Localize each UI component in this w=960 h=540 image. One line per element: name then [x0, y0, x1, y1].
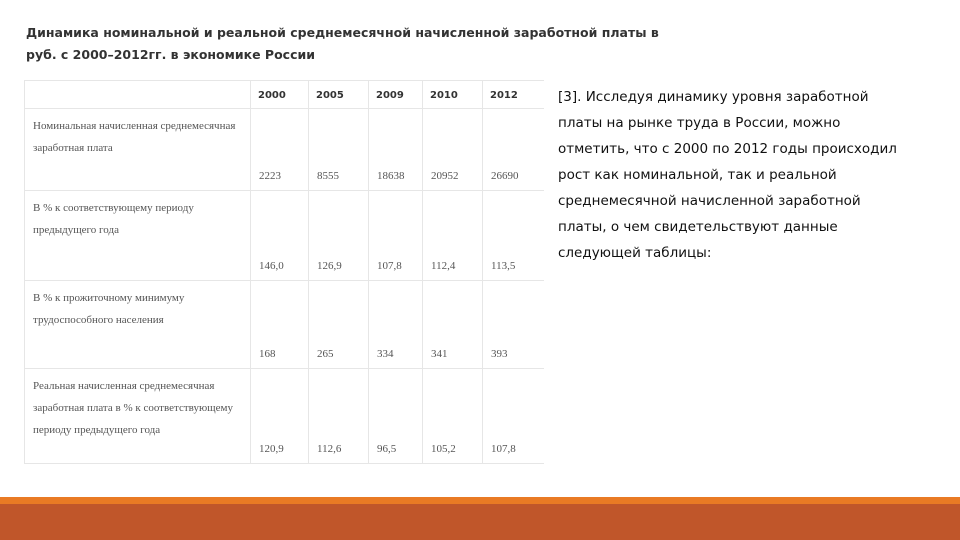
table-cell: 393: [483, 281, 545, 369]
table-row: [25, 369, 545, 464]
year-header: 2000: [251, 81, 309, 109]
table-cell: 8555: [309, 109, 369, 191]
table-cell: 96,5: [369, 369, 423, 464]
table-cell: 341: [423, 281, 483, 369]
table-cell: 112,4: [423, 191, 483, 281]
table-title: Динамика номинальной и реальной среднемесячной начисленной заработной платы в руб. с 2000–2012гг. в экономике России: [26, 25, 659, 62]
table-cell: 105,2: [423, 369, 483, 464]
table-row: [25, 281, 545, 369]
table-cell: 334: [369, 281, 423, 369]
row-label: Реальная начисленная среднемесячная заработная плата в % к соответствующему периоду предыдущего года: [25, 369, 251, 464]
table-header-row: [25, 81, 545, 109]
table-row: [25, 109, 545, 191]
table-cell: 26690: [483, 109, 545, 191]
row-label: В % к соответствующему периоду предыдущего года: [25, 191, 251, 281]
table-cell: 18638: [369, 109, 423, 191]
table-cell: 2223: [251, 109, 309, 191]
table-cell: 112,6: [309, 369, 369, 464]
year-header: 2005: [309, 81, 369, 109]
body-paragraph: [3]. Исследуя динамику уровня заработной платы на рынке труда в России, можно отметить, что с 2000 по 2012 годы происходил рост как номинальной, так и реальной среднемесячной начисленной заработной платы, о чем свидетельствуют данные следующей таблицы:: [558, 89, 897, 261]
table-cell: 113,5: [483, 191, 545, 281]
table-cell: 120,9: [251, 369, 309, 464]
row-label: Номинальная начисленная среднемесячная заработная плата: [25, 109, 251, 191]
accent-line: [0, 497, 960, 504]
footer-bar: [0, 504, 960, 540]
year-header: 2009: [369, 81, 423, 109]
table-cell: 107,8: [483, 369, 545, 464]
year-header: 2010: [423, 81, 483, 109]
table-cell: 146,0: [251, 191, 309, 281]
table-row: [25, 191, 545, 281]
header-empty-cell: [25, 81, 251, 109]
table-cell: 265: [309, 281, 369, 369]
table-cell: 107,8: [369, 191, 423, 281]
year-header: 2012: [483, 81, 545, 109]
table-cell: 168: [251, 281, 309, 369]
salary-table: [24, 80, 544, 464]
table-cell: 20952: [423, 109, 483, 191]
row-label: В % к прожиточному минимуму трудоспособного населения: [25, 281, 251, 369]
table-cell: 126,9: [309, 191, 369, 281]
